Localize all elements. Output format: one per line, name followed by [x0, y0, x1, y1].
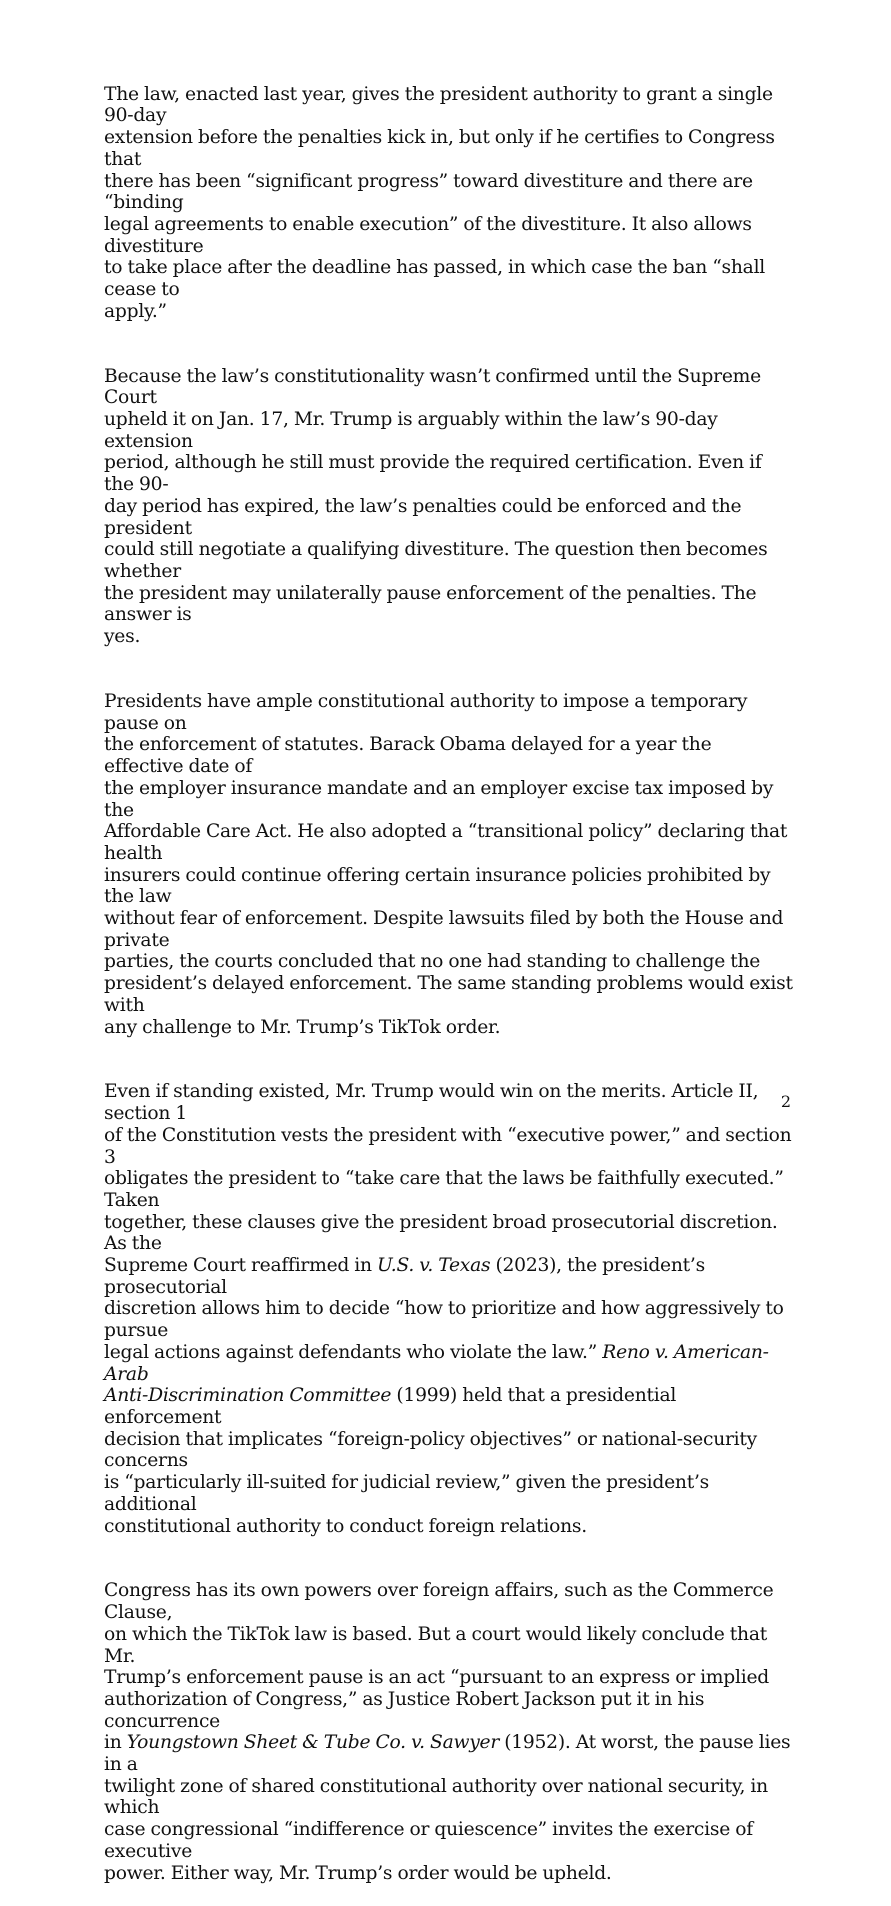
paragraph-text: Congress has its own powers over foreign affairs, such as the Commerce Clause, on which the TikTok law is based. But a court would likely conclude that Mr. Trump’s enforcement pause is an act “pursuant to an express or implied authorization of Congress,” as Justice Robert Jackson put it in his concurrence in [104, 1580, 774, 1754]
paragraph-divestiture-terms [104, 62, 794, 322]
paragraph-text: Even if standing existed, Mr. Trump would win on the merits. Article II, section 1 of the Constitution vests the president with “executive power,” and section 3 obligates the president to “take care that the laws be faithfully executed.” Taken together, these clauses give the president broad prosecutorial discretion. As the Supreme Court reaffirmed in [104, 1081, 792, 1277]
paragraph-text: Presidents have ample constitutional authority to impose a temporary pause on the enforcement of statutes. Barack Obama delayed for a year the effective date of the employer insurance mandate and an employer excise tax imposed by the Affordable Care Act. He also adopted a “transitional policy” declaring that health insurers could continue offering certain insurance policies prohibited by the law without fear of enforcement. Despite lawsuits filed by both the House and private parties, the courts concluded that no one had standing to challenge the president’s delayed enforcement. The same standing problems would exist with any challenge to Mr. Trump’s TikTok order. [104, 690, 793, 1038]
paragraph-constitutionality [104, 344, 794, 648]
paragraph-merits [104, 1060, 794, 1537]
paragraph-presidential-authority [104, 669, 794, 1038]
paragraph-congress-powers [104, 1559, 794, 1885]
paragraph-text: (2023), the president’s prosecutorial discretion allows him to decide “how to prioritize and how aggressively to pursue legal actions against defendants who violate the law.” [104, 1255, 784, 1363]
paragraph-text: (1952). At worst, the pause lies in a twilight zone of shared constitutional authority over national security, in which case congressional “indifference or quiescence” invites the exercise of executive power. Either way, Mr. Trump’s order would be upheld. [104, 1732, 791, 1884]
paragraph-text: (1999) held that a presidential enforcement decision that implicates “foreign-policy objectives” or national-security concerns is “particularly ill-suited for judicial review,” given the president’s additional constitutional authority to conduct foreign relations. [104, 1385, 757, 1537]
article-body [104, 62, 794, 1906]
case-citation-us-v-texas: U.S. v. Texas [377, 1255, 491, 1277]
page-number: 2 [780, 1092, 791, 1111]
paragraph-text: The law, enacted last year, gives the president authority to grant a single 90-day extension before the penalties kick in, but only if he certifies to Congress that there has been “significant progress” toward divestiture and there are “binding legal agreements to enable execution” of the divestiture. It also allows divestiture to take place after the deadline has passed, in which case the ban “shall cease to apply.” [104, 83, 775, 322]
case-citation-youngstown: Youngstown Sheet & Tube Co. v. Sawyer [126, 1732, 500, 1754]
case-citation-reno: Reno v. American-Arab Anti-Discrimination Committee [104, 1341, 769, 1407]
paragraph-text: Because the law’s constitutionality wasn’t confirmed until the Supreme Court upheld it on Jan. 17, Mr. Trump is arguably within the law’s 90-day extension period, although he still must provide the required certification. Even if the 90- day period has expired, the law’s penalties could be enforced and the president could still negotiate a qualifying divestiture. The question then becomes whether the president may unilaterally pause enforcement of the penalties. The answer is yes. [104, 365, 768, 648]
